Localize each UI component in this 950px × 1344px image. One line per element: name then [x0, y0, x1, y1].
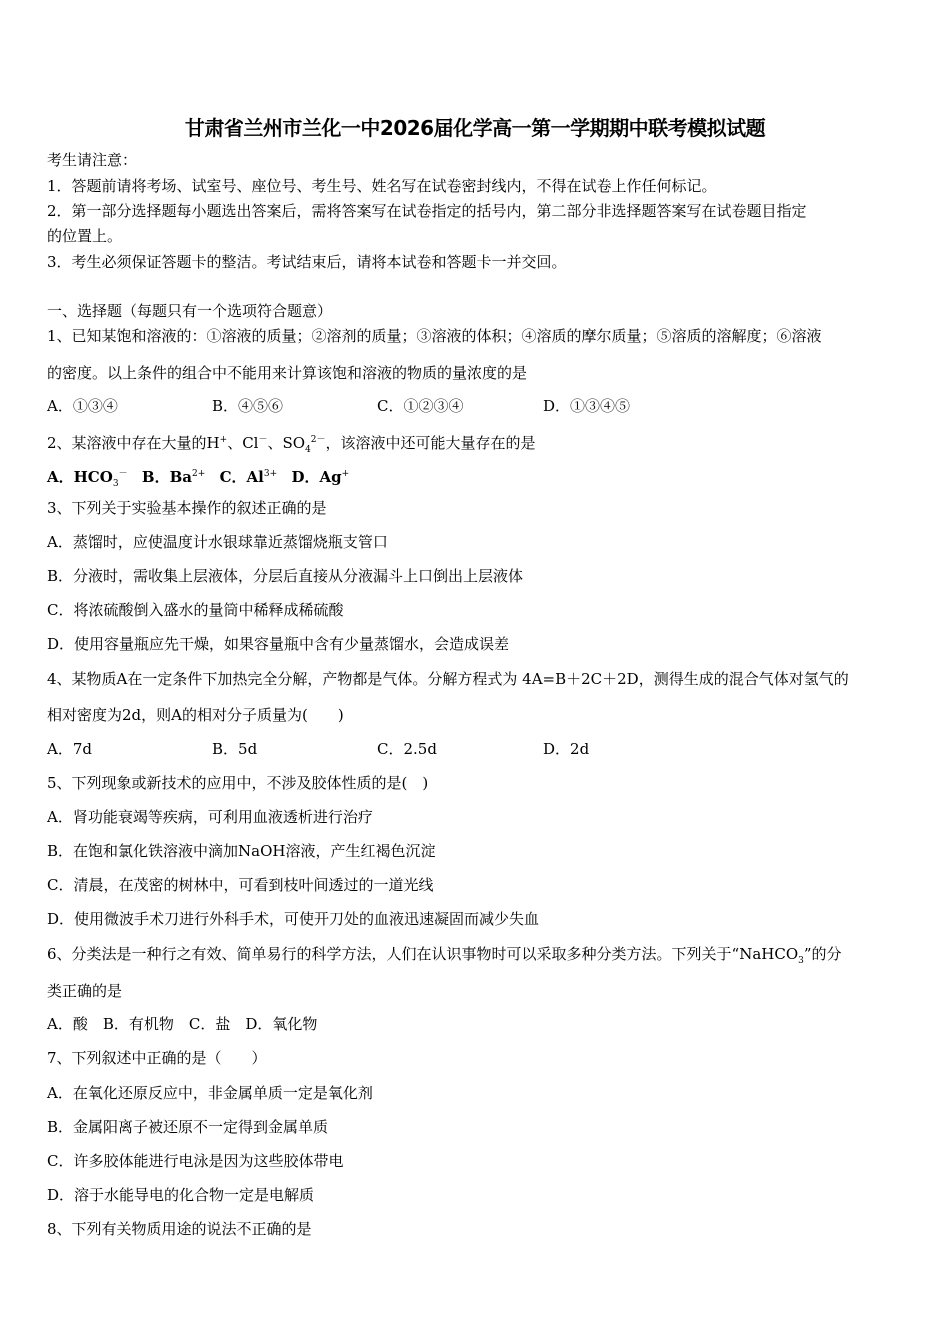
question-3-option-d: D．使用容量瓶应先干燥，如果容量瓶中含有少量蒸馏水，会造成误差: [47, 635, 510, 653]
question-5-option-a: A．肾功能衰竭等疾病，可利用血液透析进行治疗: [47, 808, 373, 826]
question-7-option-b: B．金属阳离子被还原不一定得到金属单质: [47, 1118, 329, 1136]
question-1-stem: 1、已知某饱和溶液的：①溶液的质量；②溶剂的质量；③溶液的体积；④溶质的摩尔质量；⑤溶质的溶解度；⑥溶液: [47, 327, 822, 345]
sup: 3+: [263, 469, 278, 479]
stem-text: 、Cl: [227, 434, 259, 452]
question-3-option-c: C．将浓硫酸倒入盛水的量筒中稀释成稀硫酸: [47, 601, 344, 619]
notice-item: 2．第一部分选择题每小题选出答案后，需将答案写在试卷指定的括号内，第二部分非选择题答案写在试卷题目指定: [47, 202, 807, 220]
question-5-option-c: C．清晨，在茂密的树林中，可看到枝叶间透过的一道光线: [47, 876, 434, 894]
question-5-option-b: B．在饱和氯化铁溶液中滴加NaOH溶液，产生红褐色沉淀: [47, 842, 436, 860]
option-a: A．HCO: [47, 468, 113, 486]
option-d: D．Ag: [291, 468, 342, 486]
question-7-stem: 7、下列叙述中正确的是（ ）: [47, 1049, 267, 1067]
option-c: C．Al: [219, 468, 264, 486]
question-4-stem: 4、某物质A在一定条件下加热完全分解，产物都是气体。分解方程式为 4A=B＋2C＋2D，测得生成的混合气体对氢气的: [47, 670, 849, 688]
sup: +: [219, 435, 228, 445]
notice-heading: 考生请注意：: [47, 151, 138, 169]
question-1-stem: 的密度。以上条件的组合中不能用来计算该饱和溶液的物质的量浓度的是: [47, 364, 528, 382]
option-b: B．Ba: [141, 468, 192, 486]
stem-text: 6、分类法是一种行之有效、简单易行的科学方法，人们在认识事物时可以采取多种分类方法。下列关于“NaHCO: [47, 945, 799, 963]
stem-text: 、SO: [267, 434, 306, 452]
sup: －: [118, 469, 128, 479]
question-7-option-a: A．在氧化还原反应中，非金属单质一定是氧化剂: [47, 1084, 373, 1102]
sub: 4: [305, 445, 311, 455]
notice-item: 3．考生必须保证答题卡的整洁。考试结束后，请将本试卷和答题卡一并交回。: [47, 253, 567, 271]
question-7-option-d: D．溶于水能导电的化合物一定是电解质: [47, 1186, 315, 1204]
sub: 3: [798, 956, 804, 966]
sub: 3: [112, 479, 119, 489]
question-6-stem: 类正确的是: [47, 982, 123, 1000]
question-1-option-c: C．①②③④: [377, 397, 464, 415]
question-6-options: A．酸 B．有机物 C．盐 D．氧化物: [47, 1015, 318, 1033]
sup: 2－: [310, 435, 326, 445]
question-1-option-d: D．①③④⑤: [543, 397, 631, 415]
question-4-option-c: C．2.5d: [377, 740, 437, 758]
question-5-stem: 5、下列现象或新技术的应用中，不涉及胶体性质的是( ): [47, 774, 429, 792]
question-4-stem: 相对密度为2d，则A的相对分子质量为( ): [47, 706, 344, 724]
stem-text: ”的分: [803, 945, 842, 963]
question-1-option-a: A．①③④: [47, 397, 118, 415]
question-7-option-c: C．许多胶体能进行电泳是因为这些胶体带电: [47, 1152, 344, 1170]
question-2-options: [47, 464, 349, 494]
question-4-option-a: A．7d: [47, 740, 92, 758]
stem-text: ，该溶液中还可能大量存在的是: [325, 434, 536, 452]
question-3-option-b: B．分液时，需收集上层液体，分层后直接从分液漏斗上口倒出上层液体: [47, 567, 524, 585]
sup: 2+: [191, 469, 206, 479]
sup: －: [258, 435, 268, 445]
section-heading: 一、选择题（每题只有一个选项符合题意）: [47, 302, 333, 320]
page-title: 甘肃省兰州市兰化一中2026届化学高一第一学期期中联考模拟试题: [184, 116, 766, 140]
question-2-stem: [47, 430, 536, 460]
question-4-option-b: B．5d: [212, 740, 258, 758]
question-3-stem: 3、下列关于实验基本操作的叙述正确的是: [47, 499, 327, 517]
notice-item: 的位置上。: [47, 227, 123, 245]
question-5-option-d: D．使用微波手术刀进行外科手术，可使开刀处的血液迅速凝固而减少失血: [47, 910, 540, 928]
notice-item: 1．答题前请将考场、试室号、座位号、考生号、姓名写在试卷密封线内，不得在试卷上作任何标记。: [47, 177, 717, 195]
question-6-stem: [47, 944, 842, 971]
question-1-option-b: B．④⑤⑥: [212, 397, 284, 415]
sup: +: [341, 469, 350, 479]
question-4-option-d: D．2d: [543, 740, 590, 758]
question-3-option-a: A．蒸馏时，应使温度计水银球靠近蒸馏烧瓶支管口: [47, 533, 388, 551]
stem-text: 2、某溶液中存在大量的H: [47, 434, 220, 452]
question-8-stem: 8、下列有关物质用途的说法不正确的是: [47, 1220, 312, 1238]
